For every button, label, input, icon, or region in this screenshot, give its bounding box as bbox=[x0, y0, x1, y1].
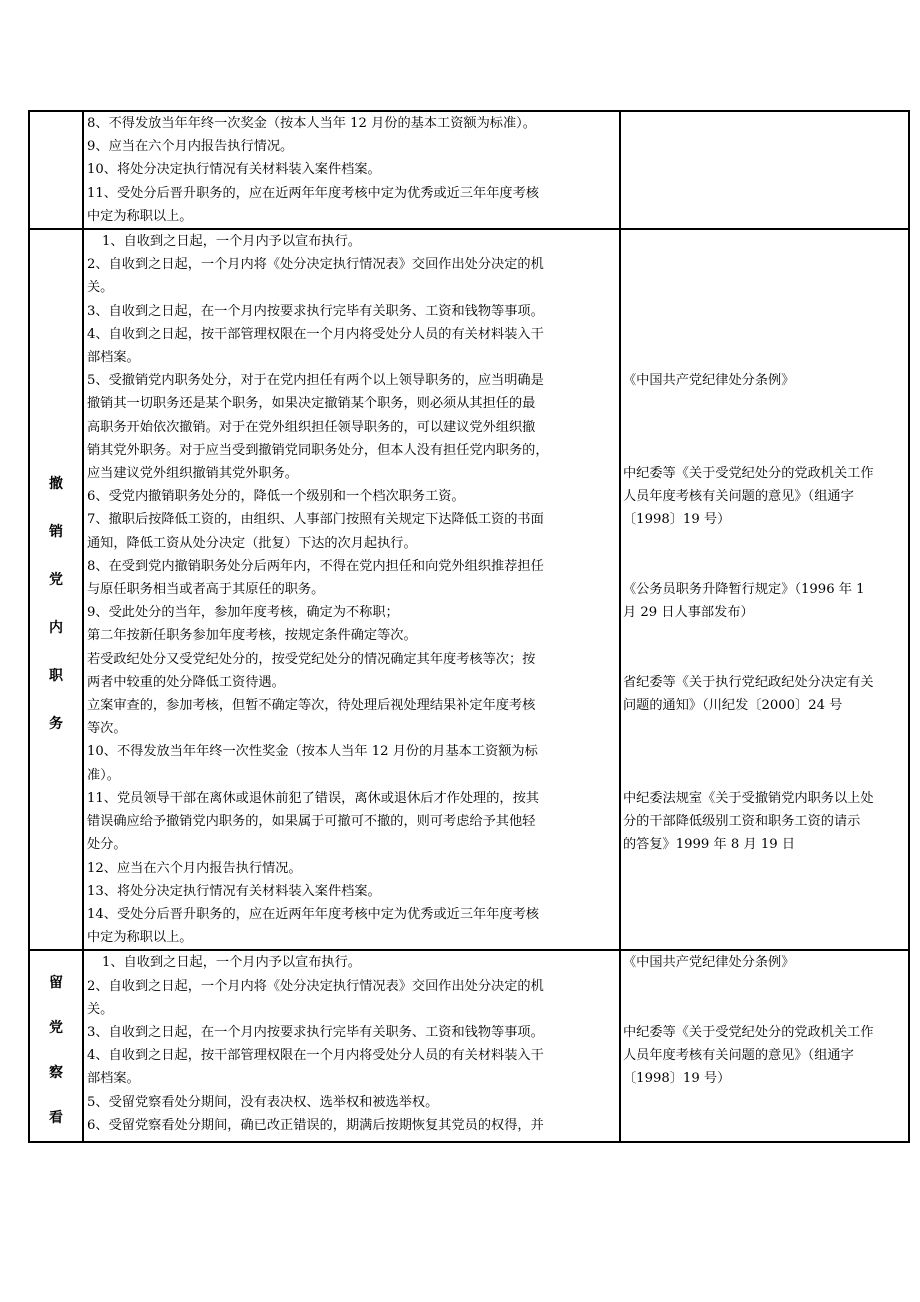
requirement-line: 关。 bbox=[87, 280, 114, 296]
category-char: 党 bbox=[49, 1020, 63, 1037]
requirement-line: 4、自收到之日起，按干部管理权限在一个月内将受处分人员的有关材料装入干 bbox=[87, 326, 544, 342]
requirement-line: 与原任职务相当或者高于其原任的职务。 bbox=[87, 582, 325, 598]
reference-line bbox=[621, 439, 908, 462]
reference-line bbox=[621, 717, 908, 740]
requirement-line: 若受政纪处分又受党纪处分的，按受党纪处分的情况确定其年度考核等次；按 bbox=[87, 651, 536, 667]
requirement-line: 7、撤职后按降低工资的，由组织、人事部门按照有关规定下达降低工资的书面 bbox=[87, 512, 544, 528]
category-char: 察 bbox=[49, 1065, 63, 1082]
reference-line: 的答复》1999 年 8 月 19 日 bbox=[623, 837, 796, 853]
requirement-line: 错误确应给予撤销党内职务的，如果属于可撤可不撤的，则可考虑给予其他轻 bbox=[87, 814, 536, 830]
reference-line bbox=[621, 416, 908, 439]
reference-line bbox=[621, 998, 908, 1021]
requirement-line: 部档案。 bbox=[87, 350, 140, 366]
reference-line bbox=[621, 532, 908, 555]
reference-line bbox=[621, 740, 908, 763]
reference-line: 省纪委等《关于执行党纪政纪处分决定有关 bbox=[623, 674, 874, 690]
requirement-line: 14、受处分后晋升职务的，应在近两年年度考核中定为优秀或近三年年度考核 bbox=[87, 906, 539, 922]
reference-line: 问题的通知》（川纪发〔2000〕24 号 bbox=[623, 698, 843, 714]
reference-line bbox=[621, 648, 908, 671]
requirements-cell bbox=[83, 950, 620, 1142]
reference-line: 《公务员职务升降暂行规定》（1996 年 1 bbox=[623, 582, 865, 598]
requirement-line: 6、受留党察看处分期间，确已改正错误的，期满后按期恢复其党员的权得，并 bbox=[87, 1117, 544, 1133]
requirement-line: 部档案。 bbox=[87, 1071, 140, 1087]
category-char: 销 bbox=[49, 524, 63, 541]
reference-line: 《中国共产党纪律处分条例》 bbox=[623, 955, 795, 971]
category-char: 撤 bbox=[49, 476, 63, 493]
category-probation bbox=[29, 950, 83, 1142]
requirement-line: 1、自收到之日起，一个月内予以宣布执行。 bbox=[102, 234, 361, 250]
requirement-line: 准）。 bbox=[87, 767, 120, 783]
requirement-line: 两者中较重的处分降低工资待遇。 bbox=[87, 674, 285, 690]
requirement-line: 3、自收到之日起，在一个月内按要求执行完毕有关职务、工资和钱物等事项。 bbox=[87, 303, 544, 319]
requirement-line: 1、自收到之日起，一个月内予以宣布执行。 bbox=[102, 955, 361, 971]
reference-cell bbox=[620, 111, 909, 229]
reference-line bbox=[621, 276, 908, 299]
requirement-line: 等次。 bbox=[87, 721, 127, 737]
requirement-line: 关。 bbox=[87, 1001, 114, 1017]
requirements-cell bbox=[83, 111, 620, 229]
reference-line: 分的干部降低级别工资和职务工资的请示 bbox=[623, 814, 861, 830]
reference-line: 中纪委法规室《关于受撤销党内职务以上处 bbox=[623, 790, 874, 806]
reference-line bbox=[621, 392, 908, 415]
requirement-line: 销其党外职务。对于应当受到撤销党同职务处分，但本人没有担任党内职务的， bbox=[87, 442, 549, 458]
reference-line bbox=[621, 230, 908, 253]
requirement-line: 中定为称职以上。 bbox=[87, 930, 193, 946]
reference-line bbox=[621, 975, 908, 998]
table-row bbox=[29, 950, 909, 1142]
requirement-line: 立案审查的，参加考核，但暂不确定等次，待处理后视处理结果补定年度考核 bbox=[87, 698, 536, 714]
reference-cell bbox=[620, 229, 909, 950]
reference-line bbox=[621, 346, 908, 369]
reference-line: 人员年度考核有关问题的意见》（组通字 bbox=[623, 489, 854, 505]
requirement-line: 4、自收到之日起，按干部管理权限在一个月内将受处分人员的有关材料装入干 bbox=[87, 1048, 544, 1064]
category-char: 职 bbox=[49, 668, 63, 685]
reference-line bbox=[621, 764, 908, 787]
reference-line bbox=[621, 555, 908, 578]
category-char: 内 bbox=[49, 620, 63, 637]
category-char: 留 bbox=[49, 975, 63, 992]
reference-line bbox=[621, 624, 908, 647]
requirement-line: 12、应当在六个月内报告执行情况。 bbox=[87, 860, 302, 876]
category-cell-empty bbox=[29, 111, 83, 229]
reference-line bbox=[621, 323, 908, 346]
requirement-line: 3、自收到之日起，在一个月内按要求执行完毕有关职务、工资和钱物等事项。 bbox=[87, 1024, 544, 1040]
reference-line: 人员年度考核有关问题的意见》（组通字 bbox=[623, 1048, 854, 1064]
requirements-cell bbox=[83, 229, 620, 950]
requirement-line: 2、自收到之日起，一个月内将《处分决定执行情况表》交回作出处分决定的机 bbox=[87, 978, 544, 994]
requirement-line: 10、将处分决定执行情况有关材料装入案件档案。 bbox=[87, 162, 381, 178]
requirement-line: 10、不得发放当年年终一次性奖金（按本人当年 12 月份的月基本工资额为标 bbox=[87, 744, 538, 760]
reference-line: 《中国共产党纪律处分条例》 bbox=[623, 373, 795, 389]
category-revoke-party-post bbox=[29, 229, 83, 950]
reference-cell bbox=[620, 950, 909, 1142]
requirement-line: 撤销其一切职务还是某个职务，如果决定撤销某个职务，则必须从其担任的最 bbox=[87, 396, 536, 412]
category-char: 务 bbox=[49, 716, 63, 733]
requirement-line: 第二年按新任职务参加年度考核，按规定条件确定等次。 bbox=[87, 628, 417, 644]
reference-line: 〔1998〕19 号） bbox=[623, 1071, 731, 1087]
requirement-line: 5、受留党察看处分期间，没有表决权、选举权和被选举权。 bbox=[87, 1094, 439, 1110]
requirement-line: 5、受撤销党内职务处分，对于在党内担任有两个以上领导职务的，应当明确是 bbox=[87, 373, 544, 389]
requirement-line: 9、受此处分的当年，参加年度考核，确定为不称职； bbox=[87, 605, 399, 621]
table-row bbox=[29, 229, 909, 950]
requirement-line: 通知，降低工资从处分决定（批复）下达的次月起执行。 bbox=[87, 535, 417, 551]
category-char: 看 bbox=[49, 1110, 63, 1127]
requirement-line: 11、受处分后晋升职务的，应在近两年年度考核中定为优秀或近三年年度考核 bbox=[87, 185, 539, 201]
requirement-line: 6、受党内撤销职务处分的，降低一个级别和一个档次职务工资。 bbox=[87, 489, 465, 505]
requirement-line: 9、应当在六个月内报告执行情况。 bbox=[87, 139, 294, 155]
reference-line: 〔1998〕19 号） bbox=[623, 512, 731, 528]
reference-line bbox=[621, 253, 908, 276]
reference-line: 中纪委等《关于受党纪处分的党政机关工作 bbox=[623, 1024, 874, 1040]
requirement-line: 13、将处分决定执行情况有关材料装入案件档案。 bbox=[87, 883, 381, 899]
requirement-line: 高职务开始依次撤销。对于在党外组织担任领导职务的，可以建议党外组织撤 bbox=[87, 419, 536, 435]
requirement-line: 8、在受到党内撤销职务处分后两年内，不得在党内担任和向党外组织推荐担任 bbox=[87, 558, 544, 574]
discipline-table bbox=[28, 110, 910, 1143]
requirement-line: 8、不得发放当年年终一次奖金（按本人当年 12 月份的基本工资额为标准）。 bbox=[87, 116, 536, 131]
reference-line: 月 29 日人事部发布） bbox=[623, 605, 754, 621]
requirement-line: 处分。 bbox=[87, 837, 127, 853]
category-char: 党 bbox=[49, 572, 63, 589]
requirement-line: 中定为称职以上。 bbox=[87, 208, 193, 224]
reference-line: 中纪委等《关于受党纪处分的党政机关工作 bbox=[623, 466, 874, 482]
table-row bbox=[29, 111, 909, 229]
reference-line bbox=[621, 300, 908, 323]
requirement-line: 应当建议党外组织撤销其党外职务。 bbox=[87, 466, 298, 482]
requirement-line: 2、自收到之日起，一个月内将《处分决定执行情况表》交回作出处分决定的机 bbox=[87, 257, 544, 273]
requirement-line: 11、党员领导干部在离休或退休前犯了错误，离休或退休后才作处理的，按其 bbox=[87, 790, 539, 806]
